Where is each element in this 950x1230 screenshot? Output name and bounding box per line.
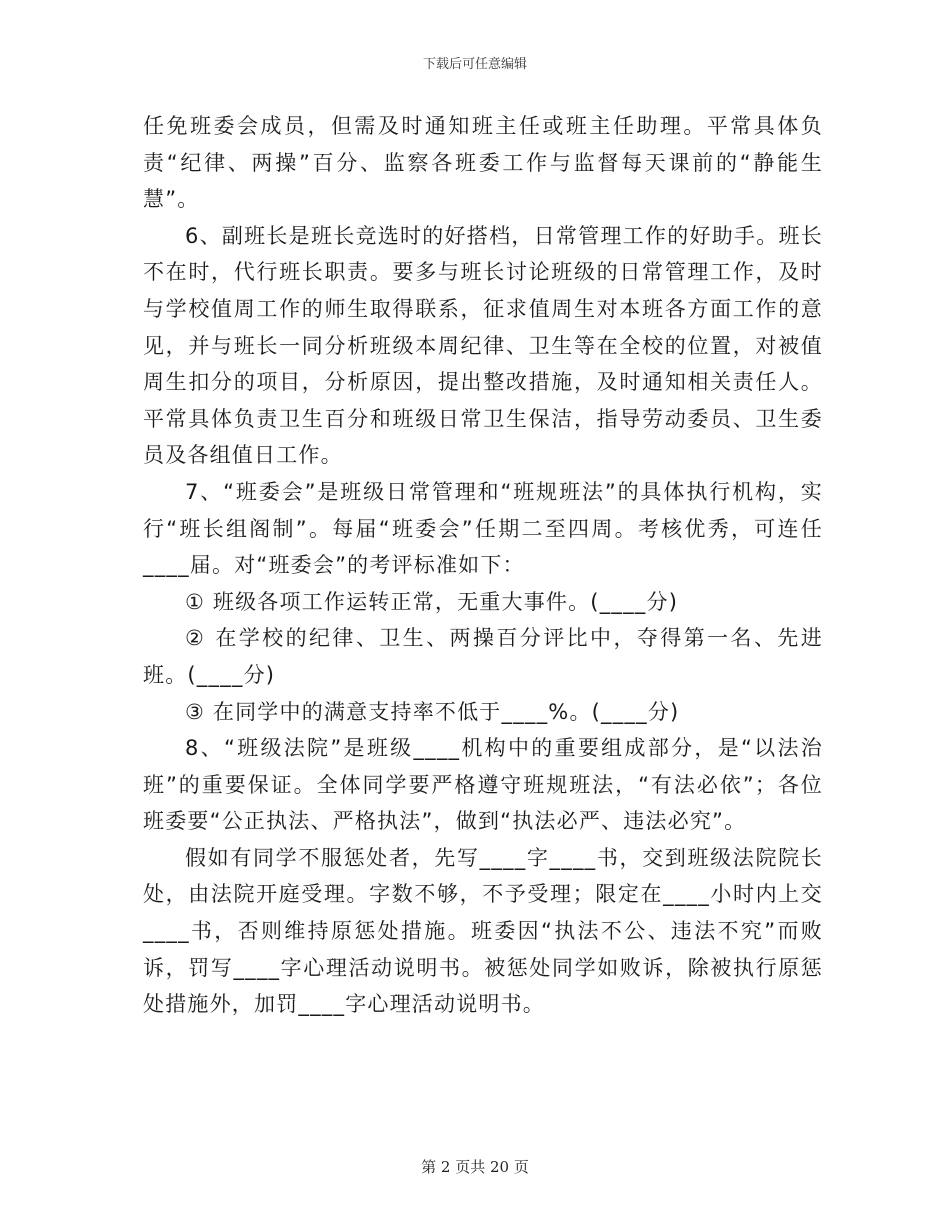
paragraph-item-8: 8、“班级法院”是班级____机构中的重要组成部分，是“以法治班”的重要保证。全体同学要严格遵守班规班法，“有法必依”；各位班委要“公正执法、严格执法”，做到“执法必严、违法必究”。 [143,736,823,834]
criteria-item-3: ③ 在同学中的满意支持率不低于____%。(____分) [185,699,680,724]
paragraph-item-7: 7、“班委会”是班级日常管理和“班规班法”的具体执行机构，实行“班长组阁制”。每届“班委会”任期二至四周。考核优秀，可连任____届。对“班委会”的考评标准如下： [143,479,823,578]
criteria-item-2: ② 在学校的纪律、卫生、两操百分评比中，夺得第一名、先进班。(____分) [143,626,823,687]
document-body [143,108,823,1023]
criteria-item-1: ① 班级各项工作运转正常，无重大事件。(____分) [185,589,679,614]
page-header: 下载后可任意编辑 [422,57,527,72]
paragraph-item-6: 6、副班长是班长竞选时的好搭档，日常管理工作的好助手。班长不在时，代行班长职责。要多与班长讨论班级的日常管理工作，及时与学校值周工作的师生取得联系，征求值周生对本班各方面工作的意见，并与班长一同分析班级本周纪律、卫生等在全校的位置，对被值周生扣分的项目，分析原因，提出整改措施，及时通知相关责任人。平常具体负责卫生百分和班级日常卫生保洁，指导劳动委员、卫生委员及各组值日工作。 [143,223,823,468]
paragraph-appeal: 假如有同学不服惩处者，先写____字____书，交到班级法院院长处，由法院开庭受理。字数不够，不予受理；限定在____小时内上交____书，否则维持原惩处措施。班委因“执法不公、违法不究”而败诉，罚写____字心理活动说明书。被惩处同学如败诉，除被执行原惩处措施外，加罚____字心理活动说明书。 [143,845,823,1017]
page-footer: 第 2 页共 20 页 [421,1158,529,1176]
paragraph-continuation: 任免班委会成员，但需及时通知班主任或班主任助理。平常具体负责“纪律、两操”百分、监察各班委工作与监督每天课前的“静能生慧”。 [143,114,823,212]
